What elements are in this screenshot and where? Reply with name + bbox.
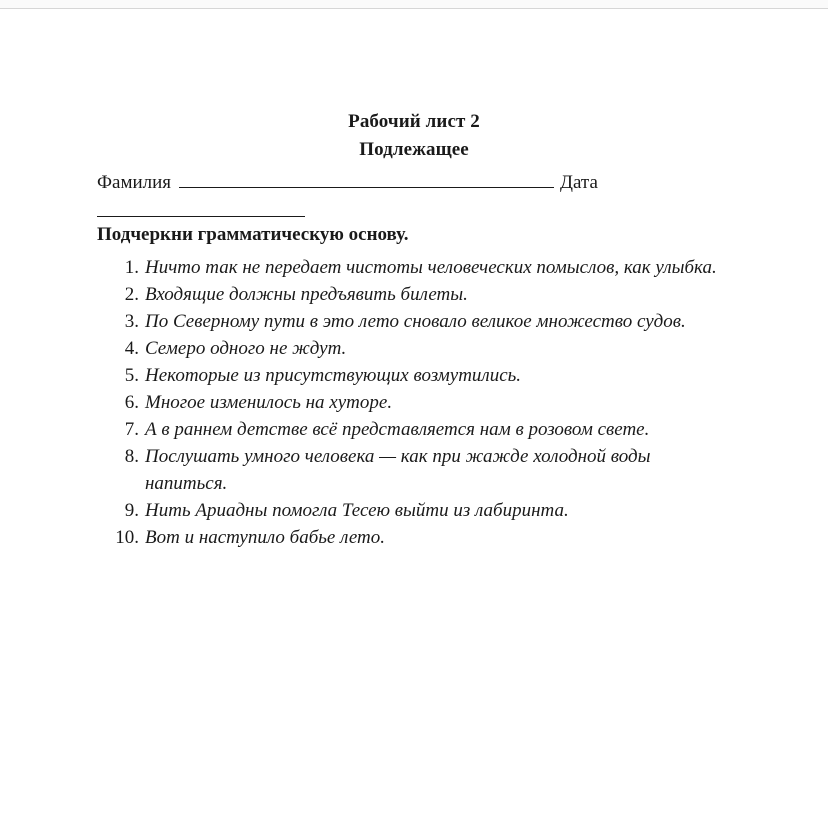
date-blank-line [97, 216, 305, 217]
task-item [97, 254, 737, 281]
task-number: 5. [124, 365, 139, 386]
task-number: 3. [124, 311, 139, 332]
task-item [97, 335, 737, 362]
task-sentence: Вот и наступило бабье лето. [145, 527, 385, 548]
task-number: 6. [124, 392, 139, 413]
task-item [97, 443, 737, 497]
worksheet-title: Рабочий лист 2 [348, 111, 480, 132]
task-item [97, 281, 737, 308]
task-item [97, 497, 737, 524]
task-number: 2. [124, 284, 139, 305]
task-item [97, 389, 737, 416]
task-number: 4. [124, 338, 139, 359]
task-item [97, 308, 737, 335]
task-item [97, 524, 737, 551]
task-sentence: Семеро одного не ждут. [145, 338, 347, 359]
instruction-heading: Подчеркни грамматическую основу. [97, 224, 409, 245]
task-item [97, 362, 737, 389]
task-item [97, 416, 737, 443]
task-list [97, 254, 737, 551]
task-sentence: Послушать умного человека — как при жажде холодной воды напиться. [145, 446, 651, 494]
task-sentence: Ничто так не передает чистоты человеческих помыслов, как улыбка. [145, 257, 717, 278]
surname-label: Фамилия [97, 172, 172, 193]
worksheet-subtitle: Подлежащее [359, 139, 469, 160]
date-label: Дата [560, 172, 598, 193]
task-sentence: Входящие должны предъявить билеты. [145, 284, 468, 305]
task-sentence: Многое изменилось на хуторе. [145, 392, 393, 413]
task-number: 7. [124, 419, 139, 440]
task-sentence: Нить Ариадны помогла Тесею выйти из лабиринта. [145, 500, 569, 521]
name-date-row [97, 169, 598, 194]
task-number: 8. [124, 446, 139, 467]
surname-blank-line [179, 169, 554, 188]
task-number: 9. [124, 500, 139, 521]
task-sentence: А в раннем детстве всё представляется нам в розовом свете. [145, 419, 650, 440]
task-number: 10. [115, 527, 139, 548]
task-sentence: По Северному пути в это лето сновало великое множество судов. [145, 311, 686, 332]
task-sentence: Некоторые из присутствующих возмутились. [145, 365, 522, 386]
task-number: 1. [124, 257, 139, 278]
